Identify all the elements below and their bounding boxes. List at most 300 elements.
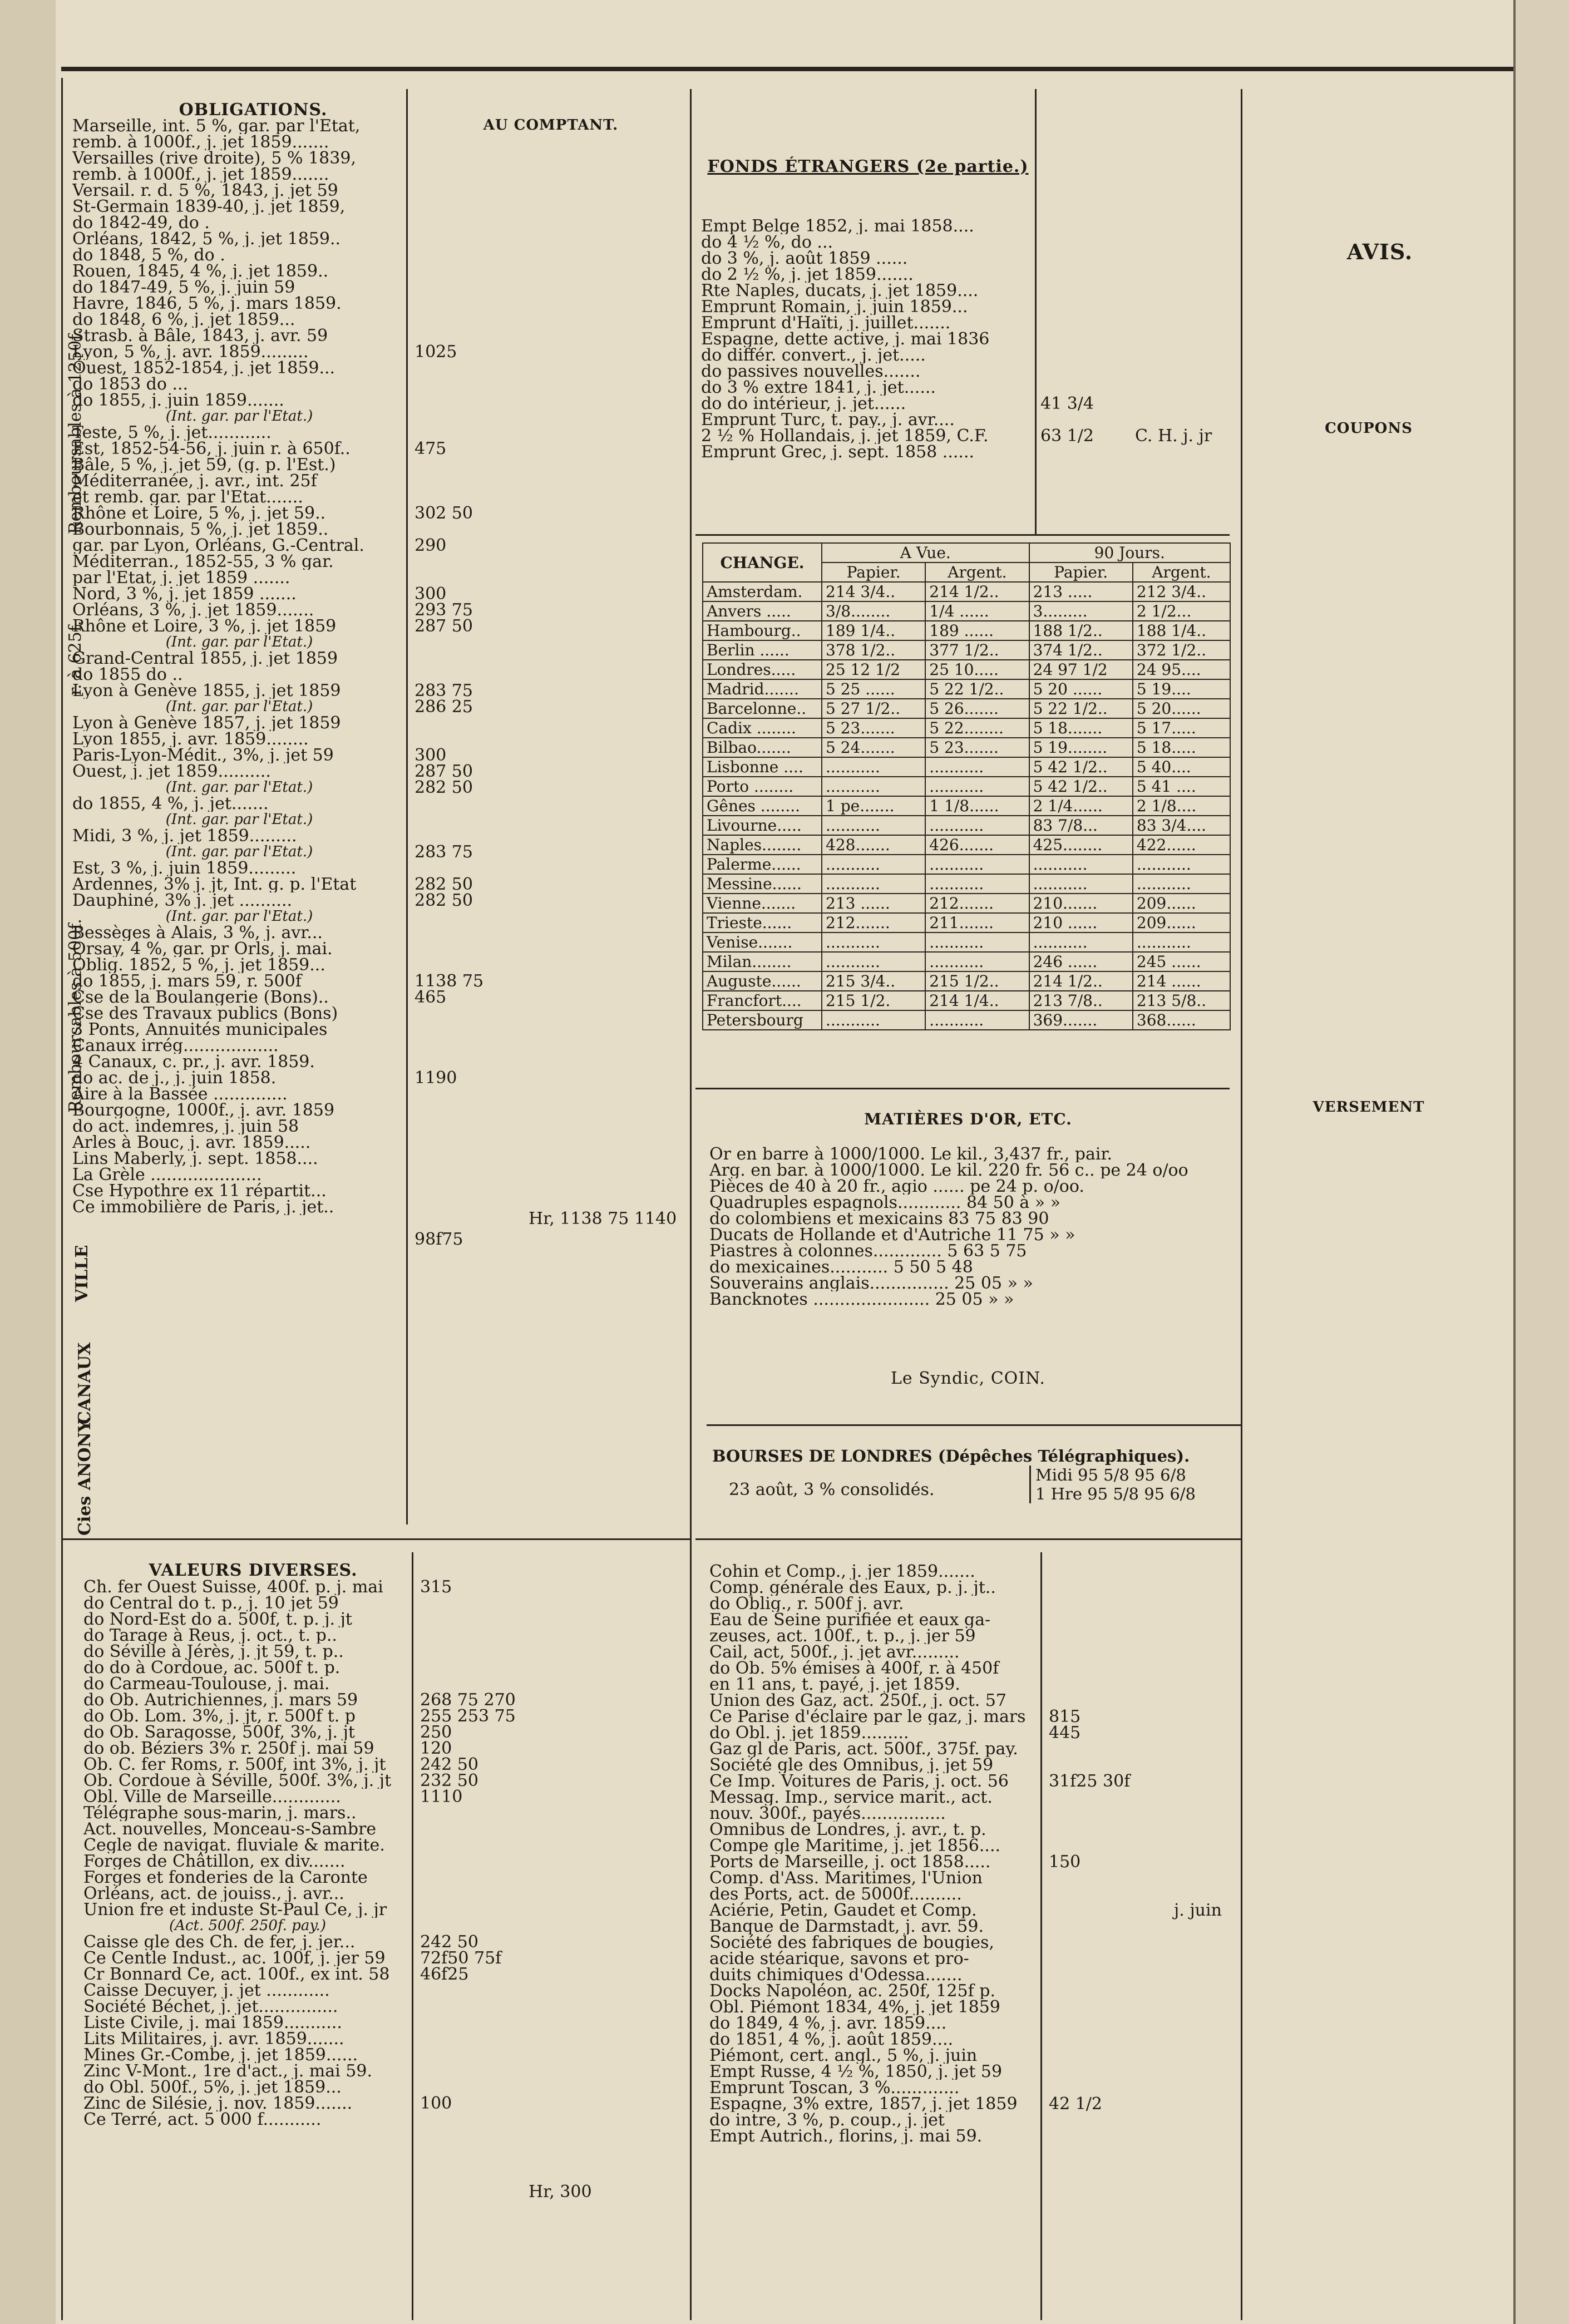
valeurs-right-row: Compe gle Maritime, j. jet 1856.... — [709, 1838, 1001, 1854]
valeurs-row: do Obl. 500f., 5%, j. jet 1859... — [83, 2079, 342, 2095]
obligation-row: Aire à la Bassée .............. — [72, 1086, 288, 1102]
obligation-row: Lyon, 5 %, j. avr. 1859......... — [72, 344, 309, 360]
valeurs-price: 72f50 75f — [420, 1948, 502, 1968]
valeurs-right-price: 815 — [1049, 1707, 1081, 1726]
change-cell-np: ........... — [1029, 855, 1133, 874]
change-row — [703, 816, 1230, 835]
change-cell-place: Naples........ — [703, 835, 822, 855]
valeurs-row: Ch. fer Ouest Suisse, 400f. p. j. mai — [83, 1579, 383, 1595]
obligation-row: Arles à Bouc, j. avr. 1859..... — [72, 1134, 311, 1151]
change-row — [703, 991, 1230, 1010]
left-margin-rule — [61, 78, 63, 2320]
change-cell-np: 213 7/8.. — [1029, 991, 1133, 1010]
argent-header-2: Argent. — [1133, 563, 1230, 582]
change-cell-na: 188 1/4.. — [1133, 621, 1230, 640]
change-cell-place: Vienne....... — [703, 894, 822, 913]
valeurs-right-row: zeuses, act. 100f., t. p., j. jer 59 — [709, 1628, 976, 1644]
matieres-row: do colombiens et mexicains 83 75 83 90 — [709, 1211, 1049, 1227]
change-cell-va: 212....... — [925, 894, 1029, 913]
change-cell-na: ........... — [1133, 874, 1230, 894]
obligation-price: 283 75 — [415, 681, 473, 700]
valeurs-price: 46f25 — [420, 1965, 469, 1984]
matieres-row: Arg. en bar. à 1000/1000. Le kil. 220 fr. 56 c.. pe 24 o/oo — [709, 1162, 1188, 1178]
valeurs-right-row: do intre, 3 %, p. coup., j. jet — [709, 2112, 945, 2128]
change-cell-na: 368...... — [1133, 1010, 1230, 1030]
fonds-row: Emprunt Turc, t. pay., j. avr.... — [701, 412, 955, 428]
change-cell-na: 24 95.... — [1133, 660, 1230, 679]
valeurs-row: Caisse Decuyer, j. jet ............ — [83, 1982, 330, 1999]
obligation-price: 287 50 — [415, 616, 473, 636]
change-cell-np: 369....... — [1029, 1010, 1133, 1030]
a-vue-heading: A Vue. — [822, 543, 1029, 563]
valeurs-row: Ob. C. fer Roms, r. 500f, int 3%, j. jt — [83, 1756, 386, 1773]
valeurs-price: 268 75 270 — [420, 1690, 516, 1710]
valeurs-row: Mines Gr.-Combe, j. jet 1859...... — [83, 2047, 358, 2063]
bourses-heading: BOURSES DE LONDRES (Dépêches Télégraphiques). — [712, 1447, 1190, 1466]
obligation-price: 300 — [415, 584, 447, 604]
valeurs-price-rule — [412, 1552, 413, 2320]
valeurs-right-row: Société gle des Omnibus, j. jet 59 — [709, 1757, 994, 1773]
valeurs-row: Ce Centle Indust., ac. 100f, j. jer 59 — [83, 1950, 386, 1966]
change-row — [703, 932, 1230, 952]
obligation-row: Lyon à Genève 1857, j. jet 1859 — [72, 715, 341, 731]
change-cell-va: ........... — [925, 874, 1029, 894]
valeurs-row: do do à Cordoue, ac. 500f t. p. — [83, 1660, 341, 1676]
change-cell-place: Madrid....... — [703, 679, 822, 699]
papier-header-1: Papier. — [822, 563, 925, 582]
change-cell-np: 83 7/8... — [1029, 816, 1133, 835]
change-row — [703, 699, 1230, 718]
side-label-canaux: CANAUX — [75, 1342, 95, 1424]
change-cell-np: 5 19........ — [1029, 738, 1133, 757]
obligation-row: do 1853 do ... — [72, 376, 189, 392]
fonds-row: Emprunt Romain, j. juin 1859... — [701, 299, 968, 315]
change-cell-place: Messine...... — [703, 874, 822, 894]
change-cell-np: 5 22 1/2.. — [1029, 699, 1133, 718]
valeurs-row: Lits Militaires, j. avr. 1859....... — [83, 2031, 344, 2047]
change-cell-va: 5 22 1/2.. — [925, 679, 1029, 699]
obligation-row: remb. à 1000f., j. jet 1859....... — [72, 166, 329, 182]
obligation-price: 290 — [415, 536, 447, 555]
valeurs-note: Hr, 300 — [529, 2182, 592, 2202]
bourses-une-heure: 1 Hre 95 5/8 95 6/8 — [1035, 1484, 1196, 1503]
avis-heading: AVIS. — [1346, 239, 1413, 264]
change-cell-va: 214 1/4.. — [925, 991, 1029, 1010]
valeurs-right-row: en 11 ans, t. payé, j. jet 1859. — [709, 1676, 960, 1693]
change-row — [703, 952, 1230, 971]
obligation-row: Ce immobilière de Paris, j. jet.. — [72, 1199, 334, 1215]
obligation-row: Est, 3 %, j. juin 1859......... — [72, 860, 297, 876]
change-cell-na: 245 ...... — [1133, 952, 1230, 971]
change-row — [703, 757, 1230, 777]
obligation-row: do 1855, j. mars 59, r. 500f — [72, 973, 302, 989]
valeurs-right-row: Union des Gaz, act. 250f., j. oct. 57 — [709, 1693, 1006, 1709]
valeurs-right-row: Emprunt Toscan, 3 %............. — [709, 2080, 960, 2096]
change-cell-va: ........... — [925, 777, 1029, 796]
obligation-row: Lyon 1855, j. avr. 1859........ — [72, 731, 309, 747]
obligation-price: 1025 — [415, 342, 457, 362]
valeurs-row: Liste Civile, j. mai 1859........... — [83, 2015, 342, 2031]
change-cell-vp: ........... — [822, 777, 925, 796]
valeurs-price: 120 — [420, 1739, 452, 1758]
change-cell-na: 5 17..... — [1133, 718, 1230, 738]
fonds-row: do 4 ½ %, do ... — [701, 234, 833, 250]
valeurs-right-price: 150 — [1049, 1852, 1081, 1872]
valeurs-right-row: Comp. d'Ass. Maritimes, l'Union — [709, 1870, 983, 1886]
obligation-price: 283 75 — [415, 842, 473, 862]
change-cell-na: 2 1/2... — [1133, 601, 1230, 621]
obligation-row: Cse des Travaux publics (Bons) — [72, 1005, 338, 1022]
valeurs-diverses-heading: VALEURS DIVERSES. — [149, 1561, 358, 1580]
obligation-row: (Int. gar. par l'Etat.) — [165, 909, 313, 925]
valeurs-row: Forges et fonderies de la Caronte — [83, 1869, 368, 1886]
change-cell-place: Lisbonne .... — [703, 757, 822, 777]
obligation-row: do ac. de j., j. juin 1858. — [72, 1070, 277, 1086]
matieres-list — [709, 1146, 1238, 1307]
change-cell-place: Bilbao....... — [703, 738, 822, 757]
change-cell-place: Auguste...... — [703, 971, 822, 991]
change-cell-place: Trieste...... — [703, 913, 822, 932]
obligation-row: Bourgogne, 1000f., j. avr. 1859 — [72, 1102, 335, 1118]
valeurs-row: do Séville à Jérès, j. jt 59, t. p.. — [83, 1644, 344, 1660]
obligation-row: St-Germain 1839-40, j. jet 1859, — [72, 199, 346, 215]
papier-header-2: Papier. — [1029, 563, 1133, 582]
change-cell-np: 188 1/2.. — [1029, 621, 1133, 640]
valeurs-top-rule — [61, 1538, 690, 1540]
change-cell-np: 213 ..... — [1029, 582, 1133, 601]
obligation-row: (Int. gar. par l'Etat.) — [165, 699, 313, 715]
obligation-row: Cse de la Boulangerie (Bons).. — [72, 989, 329, 1005]
fonds-row: Espagne, dette active, j. mai 1836 — [701, 331, 990, 347]
valeurs-row: Caisse gle des Ch. de fer, j. jer... — [83, 1934, 356, 1950]
valeurs-right-row: Banque de Darmstadt, j. avr. 59. — [709, 1918, 984, 1935]
valeurs-right-row: do Obl. j. jet 1859......... — [709, 1725, 909, 1741]
obligation-row: Méditerran., 1852-55, 3 % gar. — [72, 554, 334, 570]
fonds-price-rule — [1035, 89, 1037, 534]
change-cell-va: ........... — [925, 932, 1029, 952]
change-cell-place: Berlin ...... — [703, 640, 822, 660]
change-cell-place: Anvers ..... — [703, 601, 822, 621]
valeurs-row: Forges de Châtillon, ex div....... — [83, 1853, 346, 1869]
obligation-price: 282 50 — [415, 875, 473, 894]
obligation-row: Rhône et Loire, 3 %, j. jet 1859 — [72, 618, 337, 634]
change-cell-na: 214 ...... — [1133, 971, 1230, 991]
valeurs-row: Zinc de Silésie, j. nov. 1859....... — [83, 2095, 353, 2111]
valeurs-price: 255 253 75 — [420, 1706, 516, 1726]
valeurs-price: 315 — [420, 1577, 452, 1597]
valeurs-right-row: Cail, act, 500f., j. jet avr......... — [709, 1644, 960, 1660]
change-row — [703, 660, 1230, 679]
matieres-row: Souverains anglais............... 25 05 » » — [709, 1275, 1033, 1291]
change-row — [703, 601, 1230, 621]
valeurs-right-list — [709, 1563, 1043, 2144]
change-cell-na: 5 40.... — [1133, 757, 1230, 777]
valeurs-row: do Tarage à Reus, j. oct., t. p.. — [83, 1627, 337, 1644]
obligation-row: (Int. gar. par l'Etat.) — [165, 844, 313, 860]
matieres-row: do mexicaines........... 5 50 5 48 — [709, 1259, 973, 1275]
obligations-heading: OBLIGATIONS. — [179, 100, 328, 120]
side-label-500: Remboursables à 500f. — [66, 919, 85, 1113]
change-cell-na: 5 18..... — [1133, 738, 1230, 757]
au-comptant-note: Hr, 1138 75 1140 — [529, 1209, 677, 1228]
change-cell-place: Porto ........ — [703, 777, 822, 796]
change-cell-place: Cadix ........ — [703, 718, 822, 738]
change-cell-vp: ........... — [822, 855, 925, 874]
valeurs-row: Union fre et induste St-Paul Ce, j. jr — [83, 1902, 387, 1918]
change-cell-vp: ........... — [822, 757, 925, 777]
fonds-price: 63 1/2 — [1040, 426, 1094, 446]
valeurs-row: (Act. 500f. 250f. pay.) — [169, 1918, 326, 1934]
change-row — [703, 894, 1230, 913]
obligation-row: (Int. gar. par l'Etat.) — [165, 779, 313, 796]
valeurs-row: Zinc V-Mont., 1re d'act., j. mai 59. — [83, 2063, 372, 2079]
change-cell-na: 213 5/8.. — [1133, 991, 1230, 1010]
valeurs-price: 232 50 — [420, 1771, 478, 1790]
matieres-row: Quadruples espagnols............ 84 50 à » » — [709, 1195, 1061, 1211]
change-cell-va: 5 22........ — [925, 718, 1029, 738]
obligation-row: Nord, 3 %, j. jet 1859 ....... — [72, 586, 297, 602]
obligation-row: Orsay, 4 %, gar. pr Orls, j. mai. — [72, 941, 333, 957]
matieres-top-rule — [695, 1088, 1230, 1089]
obligation-row: Bessèges à Alais, 3 %, j. avr... — [72, 925, 323, 941]
obligation-price: 302 50 — [415, 504, 473, 523]
valeurs-row: do Carmeau-Toulouse, j. mai. — [83, 1676, 330, 1692]
change-cell-place: Hambourg.. — [703, 621, 822, 640]
fonds-row: do passives nouvelles....... — [701, 363, 921, 379]
valeurs-right-row: Obl. Piémont 1834, 4%, j. jet 1859 — [709, 1999, 1000, 2015]
valeurs-right-row: Empt Autrich., florins, j. mai 59. — [709, 2128, 983, 2144]
fonds-row: do 3 %, j. août 1859 ...... — [701, 250, 908, 267]
change-cell-vp: 5 24....... — [822, 738, 925, 757]
change-cell-np: 425........ — [1029, 835, 1133, 855]
change-cell-np: 5 18....... — [1029, 718, 1133, 738]
obligations-list — [72, 118, 406, 1215]
valeurs-row: do Ob. Autrichiennes, j. mars 59 — [83, 1692, 358, 1708]
obligation-row: do 1855, 4 %, j. jet....... — [72, 796, 269, 812]
obligation-row: Strasb. à Bâle, 1843, j. avr. 59 — [72, 328, 328, 344]
change-cell-va: ........... — [925, 952, 1029, 971]
change-cell-vp: 378 1/2.. — [822, 640, 925, 660]
valeurs-row: Société Béchet, j. jet............... — [83, 1999, 338, 2015]
valeurs-right-price: 31f25 30f — [1049, 1772, 1131, 1791]
valeurs-row: Cegle de navigat. fluviale & marite. — [83, 1837, 385, 1853]
change-cell-va: 214 1/2.. — [925, 582, 1029, 601]
change-row — [703, 621, 1230, 640]
change-cell-vp: ........... — [822, 952, 925, 971]
change-cell-np: ........... — [1029, 932, 1133, 952]
change-cell-vp: 5 25 ...... — [822, 679, 925, 699]
change-cell-place: Milan........ — [703, 952, 822, 971]
change-cell-np: 246 ...... — [1029, 952, 1133, 971]
change-cell-va: 1/4 ...... — [925, 601, 1029, 621]
change-cell-va: 1 1/8...... — [925, 796, 1029, 816]
valeurs-right-price: 42 1/2 — [1049, 2094, 1102, 2114]
obligation-price: 1138 75 — [415, 971, 484, 991]
change-row — [703, 855, 1230, 874]
change-cell-np: 3......... — [1029, 601, 1133, 621]
obligation-row: Bourbonnais, 5 %, j. jet 1859.. — [72, 521, 329, 537]
change-cell-na: 2 1/8.... — [1133, 796, 1230, 816]
obligation-row: Paris-Lyon-Médit., 3%, j. jet 59 — [72, 747, 334, 763]
fonds-price-note: C. H. j. jr — [1135, 426, 1212, 446]
obligation-row: Ouest, 1852-1854, j. jet 1859... — [72, 360, 335, 376]
obligation-row: do 1848, 6 %, j. jet 1859... — [72, 312, 295, 328]
change-row — [703, 738, 1230, 757]
fonds-etrangers-heading: FONDS ÉTRANGERS (2e partie.) — [707, 157, 1029, 176]
change-cell-np: 5 42 1/2.. — [1029, 777, 1133, 796]
change-cell-va: 377 1/2.. — [925, 640, 1029, 660]
obligation-row: Bâle, 5 %, j. jet 59, (g. p. l'Est.) — [72, 457, 336, 473]
change-cell-place: Barcelonne.. — [703, 699, 822, 718]
valeurs-price: 1110 — [420, 1787, 463, 1807]
change-row — [703, 777, 1230, 796]
change-cell-np: ........... — [1029, 874, 1133, 894]
change-row — [703, 874, 1230, 894]
fonds-row: do do intérieur, j. jet...... — [701, 396, 906, 412]
valeurs-right-row: nouv. 300f., payés................ — [709, 1805, 946, 1822]
obligations-price-rule — [406, 89, 408, 1524]
obligation-row: La Grèle ..................... — [72, 1167, 262, 1183]
change-cell-na: 5 41 .... — [1133, 777, 1230, 796]
valeurs-row: Obl. Ville de Marseille............. — [83, 1789, 341, 1805]
change-cell-vp: ........... — [822, 932, 925, 952]
change-top-rule — [695, 534, 1230, 536]
valeurs-right-row: Eau de Seine purifiée et eaux ga- — [709, 1612, 991, 1628]
change-cell-va: ........... — [925, 757, 1029, 777]
change-cell-np: 374 1/2.. — [1029, 640, 1133, 660]
side-label-625: r. à 625f. — [66, 620, 85, 695]
coupons-heading: COUPONS — [1325, 420, 1413, 437]
change-cell-va: 5 23....... — [925, 738, 1029, 757]
obligation-row: et remb. gar. par l'Etat....... — [72, 489, 303, 505]
change-cell-vp: 25 12 1/2 — [822, 660, 925, 679]
obligation-row: Teste, 5 %, j. jet............ — [72, 425, 272, 441]
obligation-row: Orléans, 3 %, j. jet 1859....... — [72, 602, 314, 618]
valeurs-right-row: do Ob. 5% émises à 400f, r. à 450f — [709, 1660, 999, 1676]
obligation-row: Versailles (rive droite), 5 % 1839, — [72, 150, 356, 166]
fonds-row: do 3 % extre 1841, j. jet...... — [701, 379, 936, 396]
change-cell-place: Venise....... — [703, 932, 822, 952]
change-cell-na: 5 20...... — [1133, 699, 1230, 718]
obligation-row: (Int. gar. par l'Etat.) — [165, 408, 313, 425]
valeurs-row: Orléans, act. de jouiss., j. avr... — [83, 1886, 344, 1902]
change-row — [703, 971, 1230, 991]
change-cell-vp: 212....... — [822, 913, 925, 932]
obligation-row: Marseille, int. 5 %, gar. par l'Etat, — [72, 118, 361, 134]
valeurs-right-row: Aciérie, Petin, Gaudet et Comp. — [709, 1902, 977, 1918]
matieres-row: Pièces de 40 à 20 fr., agio ...... pe 24 p. o/oo. — [709, 1178, 1084, 1195]
obligation-row: Lins Maberly, j. sept. 1858.... — [72, 1151, 318, 1167]
valeurs-right-row: des Ports, act. de 5000f.......... — [709, 1886, 962, 1902]
obligation-row: do 1855, j. juin 1859....... — [72, 392, 284, 408]
fonds-etrangers-list — [701, 218, 1035, 460]
obligation-row: gar. par Lyon, Orléans, G.-Central. — [72, 537, 364, 554]
bourses-midi: Midi 95 5/8 95 6/8 — [1035, 1466, 1186, 1484]
side-label-anony: Cies ANONY. — [75, 1417, 95, 1536]
change-cell-np: 5 42 1/2.. — [1029, 757, 1133, 777]
valeurs-right-row: Empt Russe, 4 ½ %, 1850, j. jet 59 — [709, 2064, 1003, 2080]
versement-heading: VERSEMENT — [1313, 1099, 1425, 1116]
change-cell-na: 212 3/4.. — [1133, 582, 1230, 601]
change-cell-na: 209...... — [1133, 913, 1230, 932]
change-cell-place: Londres..... — [703, 660, 822, 679]
valeurs-price: 242 50 — [420, 1932, 478, 1952]
change-cell-va: 215 1/2.. — [925, 971, 1029, 991]
bourses-date: 23 août, 3 % consolidés. — [729, 1480, 935, 1499]
change-cell-vp: 5 27 1/2.. — [822, 699, 925, 718]
obligation-row: Cse Hypothre ex 11 répartit... — [72, 1183, 327, 1199]
obligation-price: 282 50 — [415, 778, 473, 797]
change-cell-vp: 213 ...... — [822, 894, 925, 913]
change-cell-na: 422...... — [1133, 835, 1230, 855]
change-cell-vp: 428....... — [822, 835, 925, 855]
side-label-1250: Remboursables à 1250f. — [66, 329, 85, 534]
change-cell-va: 25 10..... — [925, 660, 1029, 679]
change-cell-place: Amsterdam. — [703, 582, 822, 601]
change-cell-vp: 1 pe....... — [822, 796, 925, 816]
valeurs-right-row: do 1851, 4 %, j. août 1859.... — [709, 2031, 954, 2047]
valeurs-right-price: 445 — [1049, 1723, 1081, 1743]
valeurs-row: do Nord-Est do a. 500f, t. p. j. jt — [83, 1611, 352, 1627]
change-cell-vp: 214 3/4.. — [822, 582, 925, 601]
valeurs-right-row: duits chimiques d'Odessa....... — [709, 1967, 963, 1983]
valeurs-right-top-rule — [695, 1538, 1241, 1540]
side-label-ville: VILLE — [72, 1245, 92, 1302]
change-cell-va: ........... — [925, 855, 1029, 874]
obligation-row: do act. indemres, j. juin 58 — [72, 1118, 299, 1134]
change-cell-vp: ........... — [822, 874, 925, 894]
adjacent-page-edge — [1513, 0, 1569, 2324]
obligation-row: Midi, 3 %, j. jet 1859......... — [72, 828, 297, 844]
valeurs-right-row: Ce Parise d'éclaire par le gaz, j. mars — [709, 1709, 1026, 1725]
change-table — [702, 542, 1231, 1030]
obligation-price: 293 75 — [415, 600, 473, 620]
change-cell-na: ........... — [1133, 855, 1230, 874]
valeurs-row: do ob. Béziers 3% r. 250f j. mai 59 — [83, 1740, 374, 1756]
change-cell-vp: 189 1/4.. — [822, 621, 925, 640]
change-cell-np: 24 97 1/2 — [1029, 660, 1133, 679]
obligation-price: 1190 — [415, 1068, 457, 1088]
obligation-row: Ouest, j. jet 1859.......... — [72, 763, 271, 779]
change-cell-vp: ........... — [822, 1010, 925, 1030]
fonds-row: do 2 ½ %, j. jet 1859....... — [701, 267, 914, 283]
change-cell-np: 214 1/2.. — [1029, 971, 1133, 991]
matieres-row: Bancknotes ...................... 25 05 » » — [709, 1291, 1014, 1307]
argent-header-1: Argent. — [925, 563, 1029, 582]
change-cell-vp: ........... — [822, 816, 925, 835]
obligation-row: (Int. gar. par l'Etat.) — [165, 812, 313, 828]
valeurs-price: 242 50 — [420, 1755, 478, 1774]
fonds-row: Emprunt Grec, j. sept. 1858 ...... — [701, 444, 975, 460]
obligation-price: 287 50 — [415, 762, 473, 781]
change-cell-va: 189 ...... — [925, 621, 1029, 640]
obligation-price: 300 — [415, 746, 447, 765]
valeurs-row: do Ob. Saragosse, 500f, 3%, j. jt — [83, 1724, 355, 1740]
change-cell-vp: 215 3/4.. — [822, 971, 925, 991]
valeurs-row: Ce Terré, act. 5 000 f........... — [83, 2111, 322, 2128]
change-row — [703, 640, 1230, 660]
change-row — [703, 1010, 1230, 1030]
obligation-row: Canaux irrég.................. — [72, 1038, 279, 1054]
valeurs-right-row: Cohin et Comp., j. jer 1859....... — [709, 1563, 975, 1580]
obligation-row: Lyon à Genève 1855, j. jet 1859 — [72, 683, 341, 699]
obligation-row: remb. à 1000f., j. jet 1859....... — [72, 134, 329, 150]
valeurs-right-row: do 1849, 4 %, j. avr. 1859.... — [709, 2015, 947, 2031]
au-comptant-heading: AU COMPTANT. — [483, 117, 619, 134]
change-cell-vp: 215 1/2. — [822, 991, 925, 1010]
valeurs-row: Ob. Cordoue à Séville, 500f. 3%, j. jt — [83, 1773, 392, 1789]
change-row — [703, 835, 1230, 855]
